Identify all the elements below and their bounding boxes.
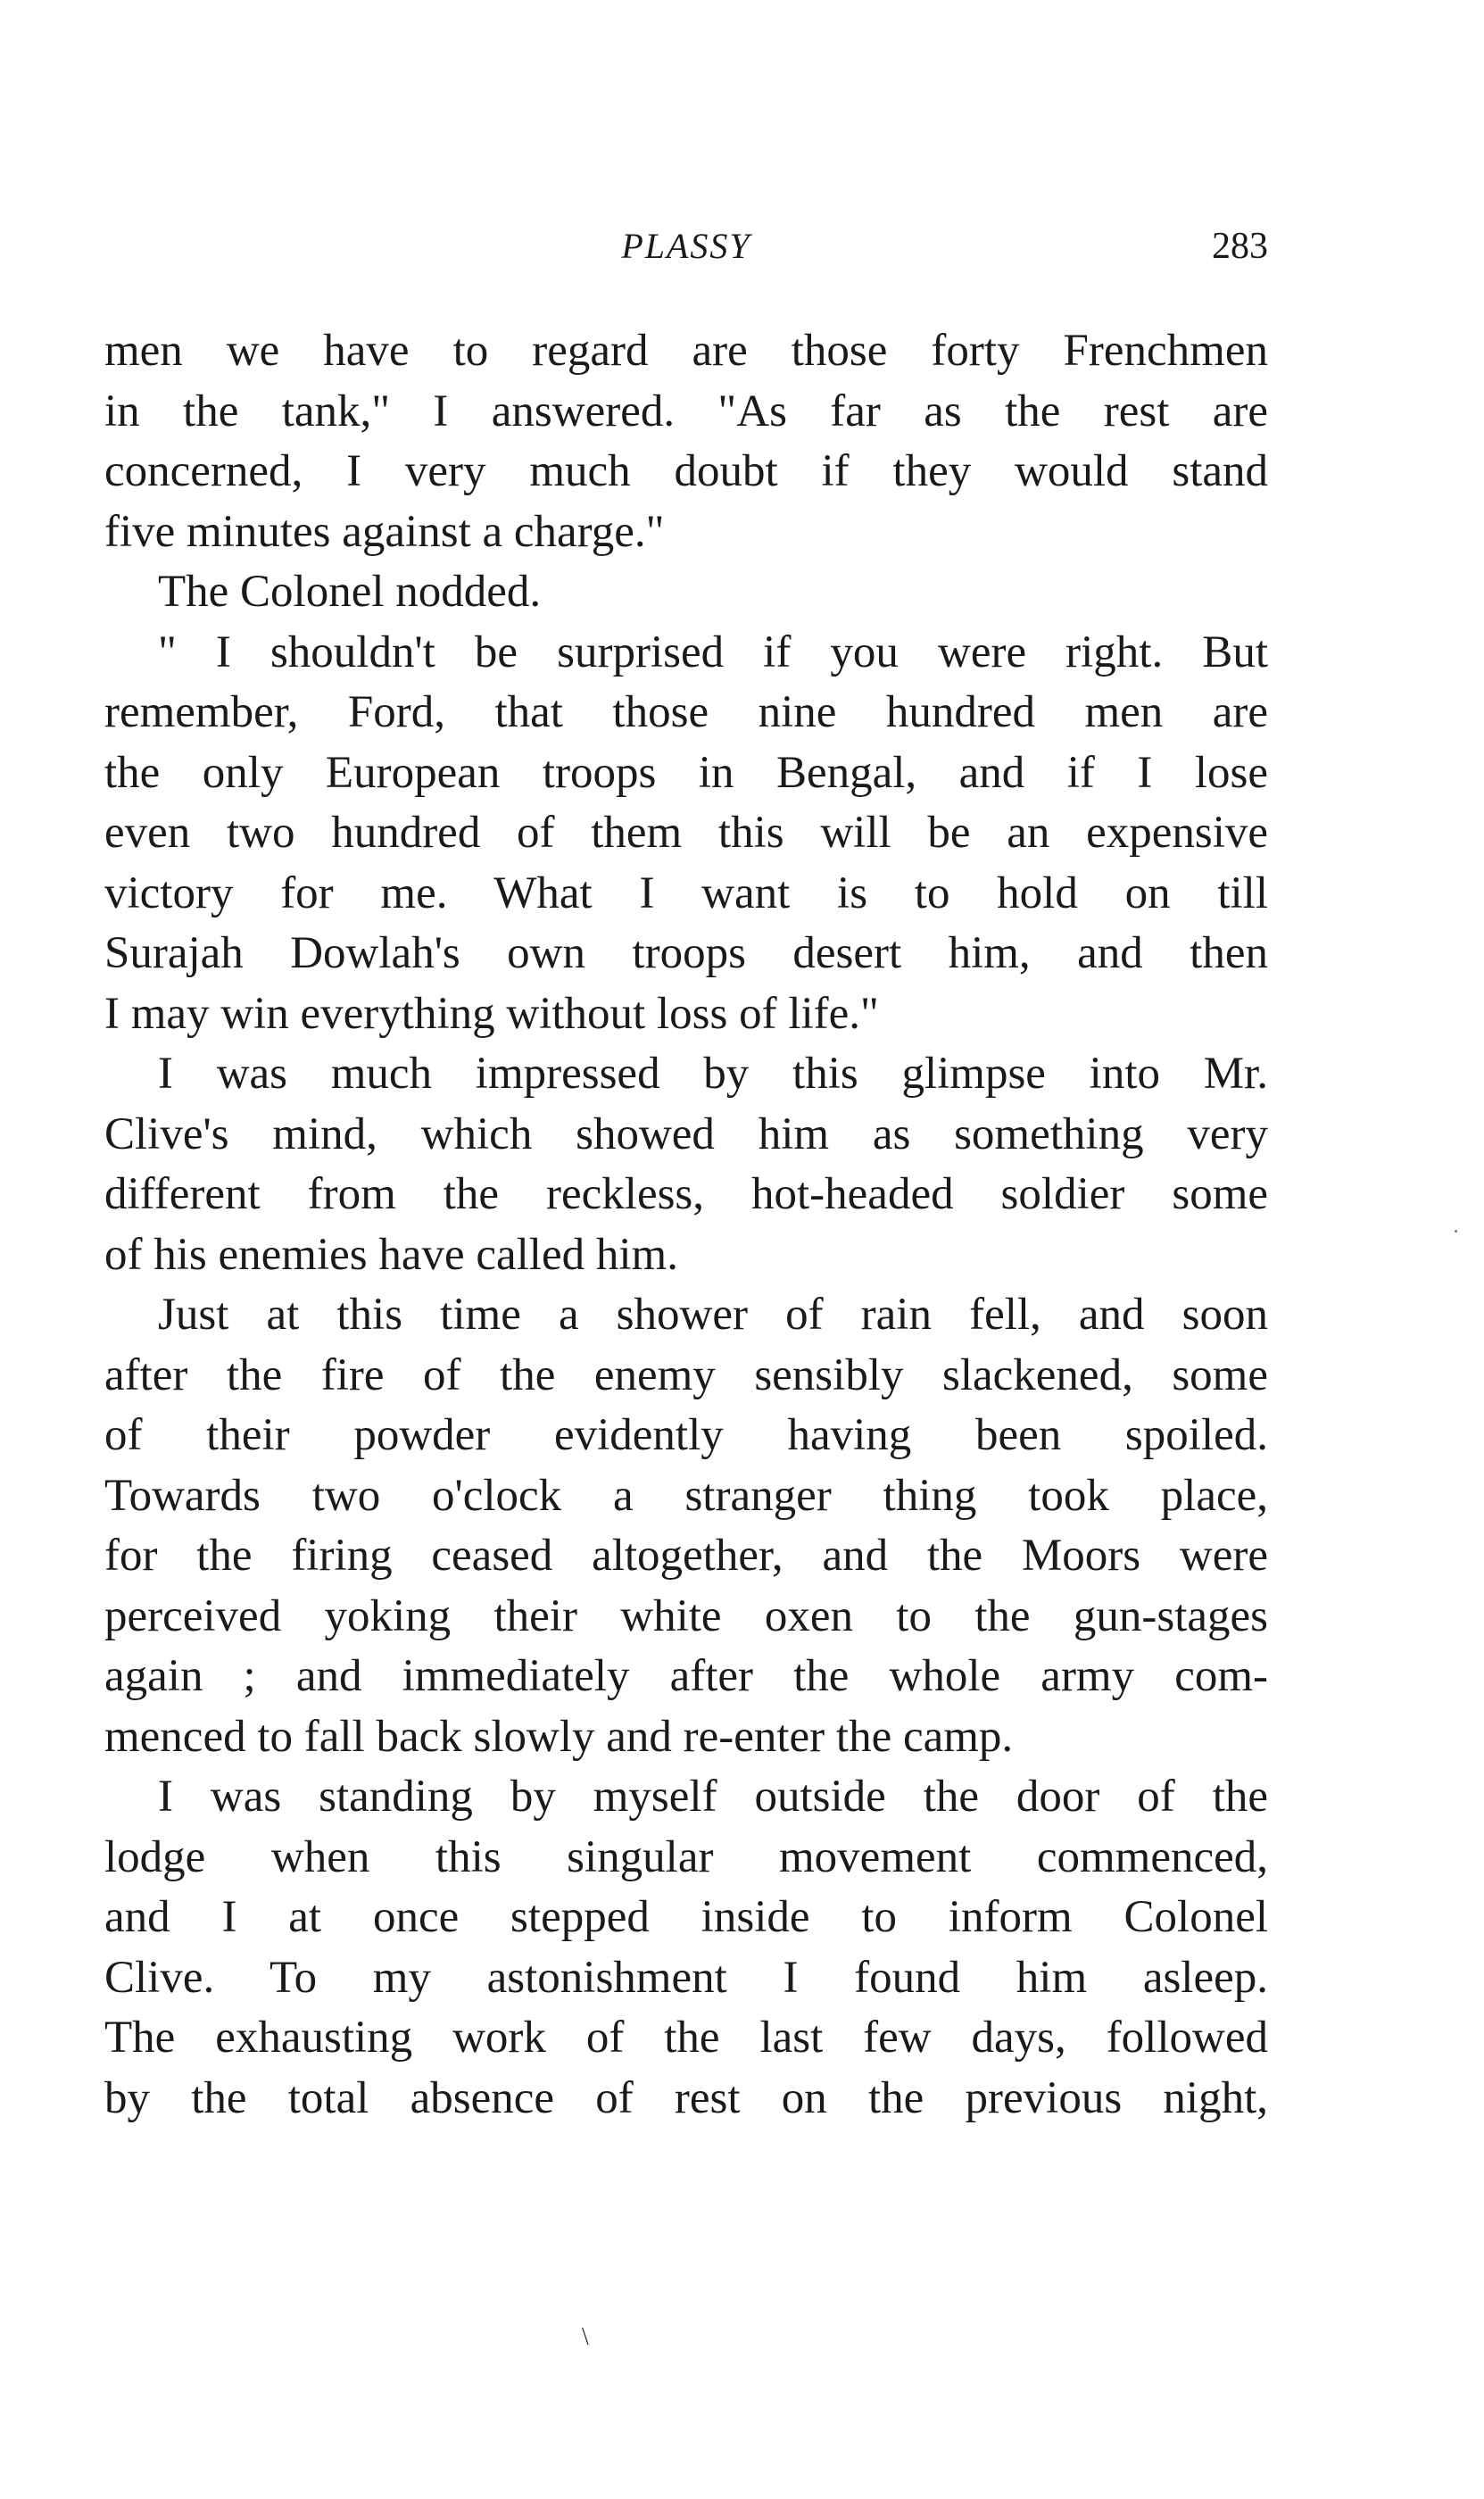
page-number: 283 bbox=[1212, 226, 1268, 267]
text-line: in the tank," I answered. "As far as the rest are bbox=[104, 386, 1268, 436]
text-line: remember, Ford, that those nine hundred men are bbox=[104, 687, 1268, 737]
text-line: even two hundred of them this will be an expensive bbox=[104, 808, 1268, 858]
text-line: Surajah Dowlah's own troops desert him, and then bbox=[104, 928, 1268, 978]
footer-mark: \ bbox=[582, 2323, 589, 2351]
text-line: Clive's mind, which showed him as something very bbox=[104, 1108, 1268, 1159]
text-line: " I shouldn't be surprised if you were right. But bbox=[158, 627, 1268, 677]
text-line: I was standing by myself outside the door of the bbox=[158, 1772, 1268, 1822]
text-line: Clive. To my astonishment I found him asleep. bbox=[104, 1952, 1268, 2003]
running-head bbox=[104, 220, 1268, 273]
text-line: five minutes against a charge." bbox=[104, 506, 665, 557]
body-text bbox=[104, 321, 1268, 2129]
text-line: Towards two o'clock a stranger thing took place, bbox=[104, 1470, 1268, 1521]
text-line: I was much impressed by this glimpse into Mr. bbox=[158, 1049, 1268, 1099]
text-line: lodge when this singular movement commenced, bbox=[104, 1831, 1268, 1882]
text-line: The Colonel nodded. bbox=[158, 567, 542, 617]
text-line: of their powder evidently having been spoiled. bbox=[104, 1410, 1268, 1460]
text-line: again ; and immediately after the whole army com- bbox=[104, 1651, 1268, 1701]
text-line: menced to fall back slowly and re-enter the camp. bbox=[104, 1711, 1014, 1762]
text-line: after the fire of the enemy sensibly slackened, some bbox=[104, 1349, 1268, 1400]
text-line: different from the reckless, hot-headed soldier some bbox=[104, 1169, 1268, 1219]
text-line: of his enemies have called him. bbox=[104, 1229, 678, 1280]
text-line: and I at once stepped inside to inform Colonel bbox=[104, 1892, 1268, 1942]
text-line: victory for me. What I want is to hold on till bbox=[104, 868, 1268, 918]
text-line: I may win everything without loss of life." bbox=[104, 988, 879, 1039]
text-line: the only European troops in Bengal, and if I lose bbox=[104, 747, 1268, 798]
text-line: for the firing ceased altogether, and the Moors were bbox=[104, 1531, 1268, 1581]
text-line: by the total absence of rest on the previous night, bbox=[104, 2072, 1268, 2123]
text-line: concerned, I very much doubt if they would stand bbox=[104, 446, 1268, 496]
text-line: men we have to regard are those forty Frenchmen bbox=[104, 326, 1268, 376]
paper-speck bbox=[1455, 1230, 1457, 1233]
text-line: The exhausting work of the last few days, followed bbox=[104, 2013, 1268, 2063]
running-title: PLASSY bbox=[621, 226, 751, 266]
text-line: perceived yoking their white oxen to the gun-stages bbox=[104, 1590, 1268, 1641]
text-line: Just at this time a shower of rain fell, and soon bbox=[158, 1290, 1268, 1340]
